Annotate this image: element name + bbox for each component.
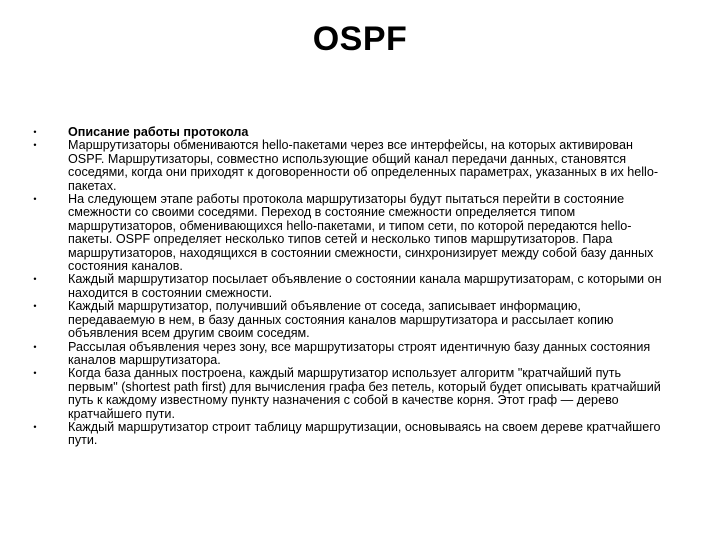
bullet-text: Маршрутизаторы обмениваются hello-пакетами через все интерфейсы, на которых активирован OSPF. Маршрутизаторы, совместно использующие общий канал передачи данных, становятся соседями, когда они приходят к договоренности об определенных параметрах, указанных в их hello-пакетах. (68, 138, 659, 193)
bullet-text: Когда база данных построена, каждый маршрутизатор использует алгоритм "кратчайший путь первым" (shortest path first) для вычисления графа без петель, который будет описывать кратчайший путь к каждому известному пункту назначения с собой в качестве корня. Этот граф — дерево кратчайшего пути. (68, 366, 661, 421)
bullet-icon: • (33, 341, 37, 352)
bullet-item-heading (30, 126, 670, 139)
bullet-text: Каждый маршрутизатор строит таблицу маршрутизации, основываясь на своем дереве кратчайшего пути. (68, 419, 661, 448)
bullet-text: Каждый маршрутизатор посылает объявление о состоянии канала маршрутизаторам, с которыми он находится в состоянии смежности. (68, 272, 662, 300)
bullet-text: Описание работы протокола (68, 125, 249, 139)
bullet-icon: • (33, 421, 37, 432)
bullet-icon: • (33, 140, 37, 151)
slide-title: OSPF (312, 20, 408, 58)
bullet-item (30, 421, 670, 448)
bullet-item (30, 341, 670, 368)
bullet-icon: • (33, 127, 37, 137)
slide-content (30, 126, 670, 448)
bullet-icon: • (33, 368, 37, 379)
bullet-icon: • (33, 194, 37, 205)
bullet-item (30, 139, 670, 193)
bullet-text: Каждый маршрутизатор, получивший объявление от соседа, записывает информацию, передаваемую в нем, в базу данных состояния каналов маршрутизатора и рассылает копию объявления всем другим своим соседям. (68, 299, 614, 341)
bullet-item (30, 273, 670, 300)
bullet-item (30, 300, 670, 340)
bullet-icon: • (33, 301, 37, 312)
bullet-list (30, 126, 670, 448)
bullet-item (30, 193, 670, 273)
bullet-text: Рассылая объявления через зону, все маршрутизаторы строят идентичную базу данных состояния каналов маршрутизатора. (68, 339, 651, 367)
bullet-item (30, 367, 670, 421)
bullet-text: На следующем этапе работы протокола маршрутизаторы будут пытаться перейти в состояние смежности со своими соседями. Переход в состояние смежности определяется типом маршрутизаторов, обменивающихся hello-пакетами, и типом сети, по которой передаются hello-пакеты. OSPF определяет несколько типов сетей и несколько типов маршрутизаторов. Пара маршрутизаторов, находящихся в состоянии смежности, синхронизирует между собой базу данных состояния каналов. (68, 192, 654, 274)
bullet-icon: • (33, 274, 37, 285)
